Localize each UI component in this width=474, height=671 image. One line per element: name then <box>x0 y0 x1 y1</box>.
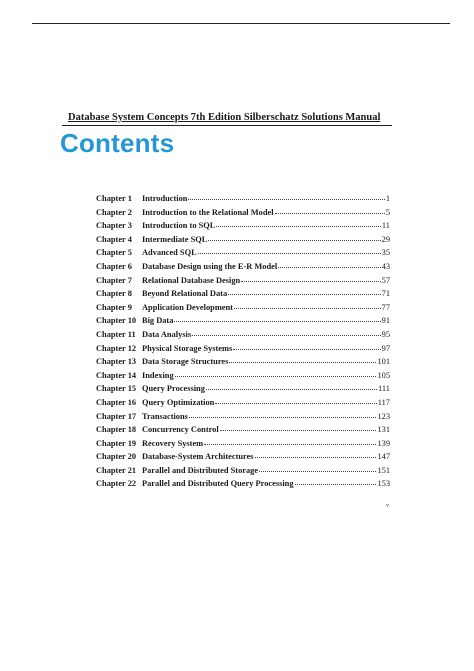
toc-dot-leader <box>175 369 377 377</box>
toc-chapter-number: Chapter 8 <box>96 289 132 299</box>
toc-dot-leader <box>229 355 376 363</box>
toc-chapter-number: Chapter 4 <box>96 234 132 244</box>
toc-entry[interactable] <box>96 315 390 329</box>
toc-chapter-title: Big Data <box>142 316 174 326</box>
toc-page-number: 117 <box>377 397 390 407</box>
toc-chapter-title: Introduction to SQL <box>142 221 216 231</box>
toc-entry[interactable] <box>96 302 390 316</box>
toc-dot-leader <box>208 233 380 241</box>
toc-chapter-title: Database Design using the E-R Model <box>142 261 278 271</box>
toc-chapter-title: Data Analysis <box>142 329 192 339</box>
page-footer-mark: v <box>386 503 389 509</box>
toc-dot-leader <box>198 246 381 254</box>
toc-dot-leader <box>216 219 381 227</box>
toc-dot-leader <box>204 437 376 445</box>
toc-page-number: 5 <box>385 207 390 217</box>
toc-page-number: 123 <box>377 411 390 421</box>
toc-page-number: 131 <box>377 425 390 435</box>
toc-entry[interactable] <box>96 207 390 221</box>
toc-chapter-number: Chapter 22 <box>96 479 137 489</box>
toc-page-number: 91 <box>381 316 390 326</box>
toc-page-number: 105 <box>377 370 390 380</box>
toc-dot-leader <box>206 382 377 390</box>
toc-entry[interactable] <box>96 329 390 343</box>
toc-chapter-title: Parallel and Distributed Storage <box>142 465 259 475</box>
toc-page-number: 77 <box>381 302 390 312</box>
toc-chapter-title: Query Processing <box>142 384 205 394</box>
toc-chapter-title: Intermediate SQL <box>142 234 208 244</box>
toc-chapter-number: Chapter 11 <box>96 329 136 339</box>
toc-chapter-title: Relational Database Design <box>142 275 241 285</box>
toc-entry[interactable] <box>96 383 390 397</box>
document-title-bar <box>62 113 392 126</box>
toc-dot-leader <box>275 206 385 214</box>
toc-dot-leader <box>192 328 381 336</box>
toc-entry[interactable] <box>96 370 390 384</box>
table-of-contents <box>96 193 390 492</box>
toc-chapter-number: Chapter 12 <box>96 343 137 353</box>
toc-dot-leader <box>278 260 380 268</box>
toc-page-number: 101 <box>377 357 390 367</box>
toc-page-number: 43 <box>381 261 390 271</box>
toc-chapter-number: Chapter 19 <box>96 438 137 448</box>
toc-chapter-title: Concurrency Control <box>142 425 219 435</box>
toc-entry[interactable] <box>96 424 390 438</box>
toc-entry[interactable] <box>96 261 390 275</box>
toc-chapter-title: Recovery System <box>142 438 204 448</box>
toc-entry[interactable] <box>96 247 390 261</box>
toc-dot-leader <box>295 477 377 485</box>
toc-chapter-number: Chapter 7 <box>96 275 132 285</box>
toc-entry[interactable] <box>96 478 390 492</box>
toc-dot-leader <box>233 342 380 350</box>
toc-dot-leader <box>189 410 377 418</box>
toc-page-number: 153 <box>377 479 390 489</box>
toc-entry[interactable] <box>96 451 390 465</box>
toc-entry[interactable] <box>96 438 390 452</box>
toc-chapter-number: Chapter 15 <box>96 384 137 394</box>
toc-page-number: 95 <box>381 329 390 339</box>
toc-chapter-number: Chapter 9 <box>96 302 132 312</box>
toc-chapter-title: Data Storage Structures <box>142 357 229 367</box>
toc-entry[interactable] <box>96 234 390 248</box>
toc-chapter-title: Database-System Architectures <box>142 452 254 462</box>
toc-chapter-number: Chapter 10 <box>96 316 137 326</box>
contents-heading: Contents <box>60 128 175 158</box>
toc-page-number: 139 <box>377 438 390 448</box>
toc-chapter-number: Chapter 21 <box>96 465 137 475</box>
toc-chapter-number: Chapter 17 <box>96 411 137 421</box>
toc-page-number: 111 <box>378 384 390 394</box>
toc-entry[interactable] <box>96 275 390 289</box>
toc-chapter-number: Chapter 18 <box>96 425 137 435</box>
toc-chapter-title: Application Development <box>142 302 233 312</box>
toc-dot-leader <box>215 396 376 404</box>
toc-chapter-number: Chapter 14 <box>96 370 137 380</box>
toc-page-number: 71 <box>381 289 390 299</box>
toc-page-number: 151 <box>377 465 390 475</box>
toc-entry[interactable] <box>96 193 390 207</box>
toc-entry[interactable] <box>96 343 390 357</box>
toc-entry[interactable] <box>96 397 390 411</box>
toc-dot-leader <box>259 464 376 472</box>
toc-chapter-title: Transactions <box>142 411 188 421</box>
toc-dot-leader <box>241 274 380 282</box>
top-rule <box>32 23 450 24</box>
toc-chapter-title: Query Optimization <box>142 397 215 407</box>
toc-entry[interactable] <box>96 288 390 302</box>
toc-page-number: 11 <box>381 221 390 231</box>
toc-chapter-title: Indexing <box>142 370 174 380</box>
toc-chapter-title: Advanced SQL <box>142 248 197 258</box>
toc-dot-leader <box>228 287 380 295</box>
toc-page-number: 57 <box>381 275 390 285</box>
toc-chapter-number: Chapter 5 <box>96 248 132 258</box>
toc-entry[interactable] <box>96 465 390 479</box>
toc-entry[interactable] <box>96 220 390 234</box>
toc-page-number: 147 <box>377 452 390 462</box>
toc-page-number: 1 <box>385 194 390 203</box>
toc-chapter-number: Chapter 16 <box>96 397 137 407</box>
toc-dot-leader <box>174 314 380 322</box>
toc-page-number: 35 <box>381 248 390 258</box>
toc-chapter-number: Chapter 2 <box>96 207 132 217</box>
toc-page-number: 97 <box>381 343 390 353</box>
document-title: Database System Concepts 7th Edition Silberschatz Solutions Manual <box>68 112 381 123</box>
toc-dot-leader <box>220 423 377 431</box>
toc-chapter-number: Chapter 6 <box>96 261 132 271</box>
toc-chapter-number: Chapter 1 <box>96 194 132 203</box>
toc-entry[interactable] <box>96 356 390 370</box>
toc-chapter-title: Beyond Relational Data <box>142 289 228 299</box>
toc-chapter-title: Introduction <box>142 194 188 203</box>
toc-chapter-number: Chapter 20 <box>96 452 137 462</box>
toc-entry[interactable] <box>96 411 390 425</box>
toc-chapter-number: Chapter 3 <box>96 221 132 231</box>
toc-chapter-title: Physical Storage Systems <box>142 343 233 353</box>
toc-dot-leader <box>234 301 381 309</box>
toc-page-number: 29 <box>381 234 390 244</box>
toc-dot-leader <box>255 450 377 458</box>
toc-dot-leader <box>188 192 384 200</box>
toc-chapter-title: Introduction to the Relational Model <box>142 207 274 217</box>
toc-chapter-title: Parallel and Distributed Query Processing <box>142 479 294 489</box>
toc-chapter-number: Chapter 13 <box>96 357 137 367</box>
